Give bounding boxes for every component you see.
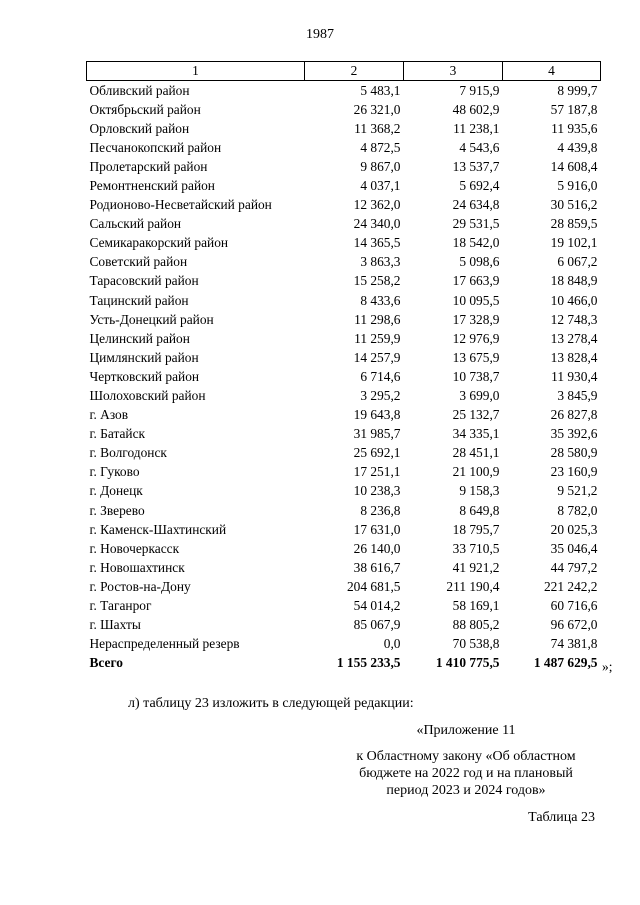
municipality-name: Тацинский район bbox=[89, 292, 189, 308]
amount-cell: 9 158,3 bbox=[459, 483, 500, 499]
municipality-name: Обливский район bbox=[89, 82, 190, 98]
amount-cell: 4 439,8 bbox=[557, 139, 598, 155]
amount-cell: 17 631,0 bbox=[353, 521, 401, 537]
amount-cell: 6 067,2 bbox=[557, 254, 598, 270]
amount-cell: 58 169,1 bbox=[452, 598, 500, 614]
amount-cell: 26 140,0 bbox=[353, 540, 401, 556]
municipality-name: Шолоховский район bbox=[89, 388, 206, 403]
table-row bbox=[87, 387, 601, 406]
appendix-law-line: период 2023 и 2024 годов» bbox=[386, 783, 546, 798]
total-row bbox=[87, 654, 601, 673]
amount-cell: 12 748,3 bbox=[550, 311, 598, 327]
amount-cell: 26 321,0 bbox=[353, 101, 401, 117]
amount-cell: 10 738,7 bbox=[452, 368, 500, 384]
amount-cell: 10 095,5 bbox=[452, 292, 500, 308]
amount-cell: 11 930,4 bbox=[551, 368, 598, 384]
table-row bbox=[87, 100, 601, 119]
amount-cell: 96 672,0 bbox=[550, 617, 598, 633]
amount-cell: 14 257,9 bbox=[353, 349, 401, 365]
table-row bbox=[87, 138, 601, 157]
amount-cell: 21 100,9 bbox=[452, 464, 500, 480]
table-row bbox=[87, 157, 601, 176]
municipality-name: г. Таганрог bbox=[89, 598, 152, 614]
municipality-name: Нераспределенный резерв bbox=[89, 636, 240, 652]
amount-cell: 18 848,9 bbox=[550, 273, 598, 289]
amount-cell: 3 699,0 bbox=[459, 388, 500, 403]
municipality-name: Родионово-Несветайский район bbox=[89, 197, 272, 213]
total-value: 1 410 775,5 bbox=[435, 655, 500, 671]
table-row bbox=[87, 616, 601, 635]
amount-cell: 57 187,8 bbox=[550, 101, 598, 117]
amount-cell: 4 872,5 bbox=[360, 139, 401, 155]
amount-cell: 28 580,9 bbox=[550, 445, 598, 461]
amount-cell: 44 797,2 bbox=[550, 559, 598, 575]
budget-table bbox=[86, 61, 601, 673]
amount-cell: 14 608,4 bbox=[550, 158, 598, 174]
amount-cell: 5 692,4 bbox=[459, 177, 500, 193]
amount-cell: 31 985,7 bbox=[353, 426, 401, 442]
municipality-name: г. Азов bbox=[89, 407, 129, 423]
municipality-name: г. Каменск-Шахтинский bbox=[89, 521, 227, 537]
amount-cell: 211 190,4 bbox=[446, 578, 500, 594]
amount-cell: 74 381,8 bbox=[550, 636, 598, 652]
amount-cell: 19 643,8 bbox=[353, 407, 401, 423]
amount-cell: 0,0 bbox=[383, 636, 401, 652]
table-row bbox=[87, 272, 601, 291]
table-row bbox=[87, 558, 601, 577]
amount-cell: 24 340,0 bbox=[353, 216, 401, 232]
amount-cell: 85 067,9 bbox=[353, 617, 401, 633]
amount-cell: 11 259,9 bbox=[354, 330, 401, 346]
column-header: 2 bbox=[305, 62, 404, 81]
amount-cell: 48 602,9 bbox=[452, 101, 500, 117]
amount-cell: 25 132,7 bbox=[452, 407, 500, 423]
amount-cell: 5 916,0 bbox=[557, 177, 598, 193]
municipality-name: г. Донецк bbox=[89, 483, 143, 499]
table-row bbox=[87, 176, 601, 195]
municipality-name: г. Волгодонск bbox=[89, 445, 167, 461]
column-header: 3 bbox=[404, 62, 503, 81]
column-header: 4 bbox=[503, 62, 601, 81]
page-number: 1987 bbox=[306, 27, 334, 42]
amount-cell: 35 046,4 bbox=[550, 540, 598, 556]
municipality-name: Советский район bbox=[89, 254, 188, 270]
table-row bbox=[87, 482, 601, 501]
amount-cell: 14 365,5 bbox=[353, 235, 401, 251]
amount-cell: 18 795,7 bbox=[452, 521, 500, 537]
amount-cell: 24 634,8 bbox=[452, 197, 500, 213]
table-row bbox=[87, 425, 601, 444]
municipality-name: г. Ростов-на-Дону bbox=[89, 578, 191, 594]
amount-cell: 10 238,3 bbox=[353, 483, 401, 499]
amount-cell: 15 258,2 bbox=[353, 273, 401, 289]
municipality-name: Цимлянский район bbox=[89, 349, 199, 365]
amount-cell: 28 859,5 bbox=[550, 216, 598, 232]
table-row bbox=[87, 406, 601, 425]
table-row bbox=[87, 635, 601, 654]
amount-cell: 11 368,2 bbox=[354, 120, 401, 136]
municipality-name: Сальский район bbox=[89, 216, 182, 232]
amount-cell: 17 663,9 bbox=[452, 273, 500, 289]
amendment-instruction: л) таблицу 23 изложить в следующей редакции: bbox=[128, 696, 414, 711]
municipality-name: Тарасовский район bbox=[89, 273, 199, 289]
amount-cell: 54 014,2 bbox=[353, 598, 401, 614]
amount-cell: 17 251,1 bbox=[353, 464, 401, 480]
amount-cell: 9 521,2 bbox=[557, 483, 598, 499]
amount-cell: 5 098,6 bbox=[459, 254, 500, 270]
municipality-name: г. Батайск bbox=[89, 426, 146, 442]
table-row bbox=[87, 577, 601, 596]
amount-cell: 4 543,6 bbox=[459, 139, 500, 155]
amount-cell: 29 531,5 bbox=[452, 216, 500, 232]
amount-cell: 30 516,2 bbox=[550, 197, 598, 213]
table-row bbox=[87, 215, 601, 234]
municipality-name: Ремонтненский район bbox=[89, 177, 215, 193]
amount-cell: 10 466,0 bbox=[550, 292, 598, 308]
amount-cell: 11 935,6 bbox=[551, 120, 598, 136]
column-header: 1 bbox=[87, 62, 305, 81]
amount-cell: 8 236,8 bbox=[360, 502, 401, 518]
amount-cell: 8 649,8 bbox=[459, 502, 500, 518]
table-row bbox=[87, 81, 601, 101]
amount-cell: 23 160,9 bbox=[550, 464, 598, 480]
appendix-law-reference bbox=[332, 748, 600, 799]
table-row bbox=[87, 196, 601, 215]
amount-cell: 11 298,6 bbox=[354, 311, 401, 327]
amount-cell: 34 335,1 bbox=[452, 426, 500, 442]
table-row bbox=[87, 597, 601, 616]
municipality-name: Чертковский район bbox=[89, 368, 200, 384]
amount-cell: 9 867,0 bbox=[360, 158, 401, 174]
amount-cell: 6 714,6 bbox=[360, 368, 401, 384]
table-header-row bbox=[87, 62, 601, 81]
table-closing-quote: »; bbox=[602, 659, 613, 674]
amount-cell: 7 915,9 bbox=[459, 82, 500, 98]
municipality-name: г. Зверево bbox=[89, 502, 145, 518]
amount-cell: 26 827,8 bbox=[550, 407, 598, 423]
amount-cell: 35 392,6 bbox=[550, 426, 598, 442]
table-row bbox=[87, 539, 601, 558]
table-row bbox=[87, 291, 601, 310]
table-label: Таблица 23 bbox=[528, 810, 595, 825]
amount-cell: 70 538,8 bbox=[452, 636, 500, 652]
amount-cell: 5 483,1 bbox=[360, 82, 401, 98]
appendix-law-line: к Областному закону «Об областном bbox=[356, 749, 576, 764]
municipality-name: Орловский район bbox=[89, 120, 190, 136]
amount-cell: 8 433,6 bbox=[360, 292, 401, 308]
amount-cell: 4 037,1 bbox=[360, 177, 401, 193]
table-row bbox=[87, 367, 601, 386]
amount-cell: 11 238,1 bbox=[453, 120, 500, 136]
amount-cell: 221 242,2 bbox=[543, 578, 598, 594]
table-row bbox=[87, 444, 601, 463]
municipality-name: Пролетарский район bbox=[89, 158, 208, 174]
amount-cell: 3 863,3 bbox=[360, 254, 401, 270]
table-row bbox=[87, 329, 601, 348]
amount-cell: 3 295,2 bbox=[360, 388, 401, 403]
amount-cell: 12 976,9 bbox=[452, 330, 500, 346]
table-row bbox=[87, 310, 601, 329]
amount-cell: 33 710,5 bbox=[452, 540, 500, 556]
municipality-name: Песчанокопский район bbox=[89, 139, 222, 155]
amount-cell: 204 681,5 bbox=[346, 578, 401, 594]
amount-cell: 18 542,0 bbox=[452, 235, 500, 251]
table-row bbox=[87, 119, 601, 138]
amount-cell: 3 845,9 bbox=[557, 388, 598, 403]
amount-cell: 8 782,0 bbox=[557, 502, 598, 518]
appendix-law-line: бюджете на 2022 год и на плановый bbox=[359, 766, 573, 781]
amount-cell: 28 451,1 bbox=[452, 445, 500, 461]
amount-cell: 13 278,4 bbox=[550, 330, 598, 346]
amount-cell: 13 537,7 bbox=[452, 158, 500, 174]
total-label: Всего bbox=[89, 655, 123, 671]
municipality-name: г. Новошахтинск bbox=[89, 559, 185, 575]
amount-cell: 13 828,4 bbox=[550, 349, 598, 365]
amount-cell: 41 921,2 bbox=[452, 559, 500, 575]
table-row bbox=[87, 463, 601, 482]
amount-cell: 8 999,7 bbox=[557, 82, 598, 98]
table-row bbox=[87, 348, 601, 367]
municipality-name: Семикаракорский район bbox=[89, 235, 229, 251]
municipality-name: г. Новочеркасск bbox=[89, 540, 180, 556]
amount-cell: 20 025,3 bbox=[550, 521, 598, 537]
total-value: 1 155 233,5 bbox=[336, 655, 401, 671]
table-row bbox=[87, 501, 601, 520]
amount-cell: 38 616,7 bbox=[353, 559, 401, 575]
appendix-title: «Приложение 11 bbox=[416, 723, 516, 738]
table-row bbox=[87, 520, 601, 539]
amount-cell: 12 362,0 bbox=[353, 197, 401, 213]
table-row bbox=[87, 253, 601, 272]
municipality-name: г. Гуково bbox=[89, 464, 140, 480]
table-row bbox=[87, 234, 601, 253]
municipality-name: Октябрьский район bbox=[89, 101, 201, 117]
municipality-name: г. Шахты bbox=[89, 617, 141, 633]
amount-cell: 13 675,9 bbox=[452, 349, 500, 365]
amount-cell: 60 716,6 bbox=[550, 598, 598, 614]
municipality-name: Усть-Донецкий район bbox=[89, 311, 214, 327]
amount-cell: 19 102,1 bbox=[550, 235, 598, 251]
amount-cell: 25 692,1 bbox=[353, 445, 401, 461]
municipality-name: Целинский район bbox=[89, 330, 190, 346]
table-body bbox=[87, 81, 601, 673]
total-value: 1 487 629,5 bbox=[533, 655, 598, 671]
amount-cell: 88 805,2 bbox=[452, 617, 500, 633]
amount-cell: 17 328,9 bbox=[452, 311, 500, 327]
